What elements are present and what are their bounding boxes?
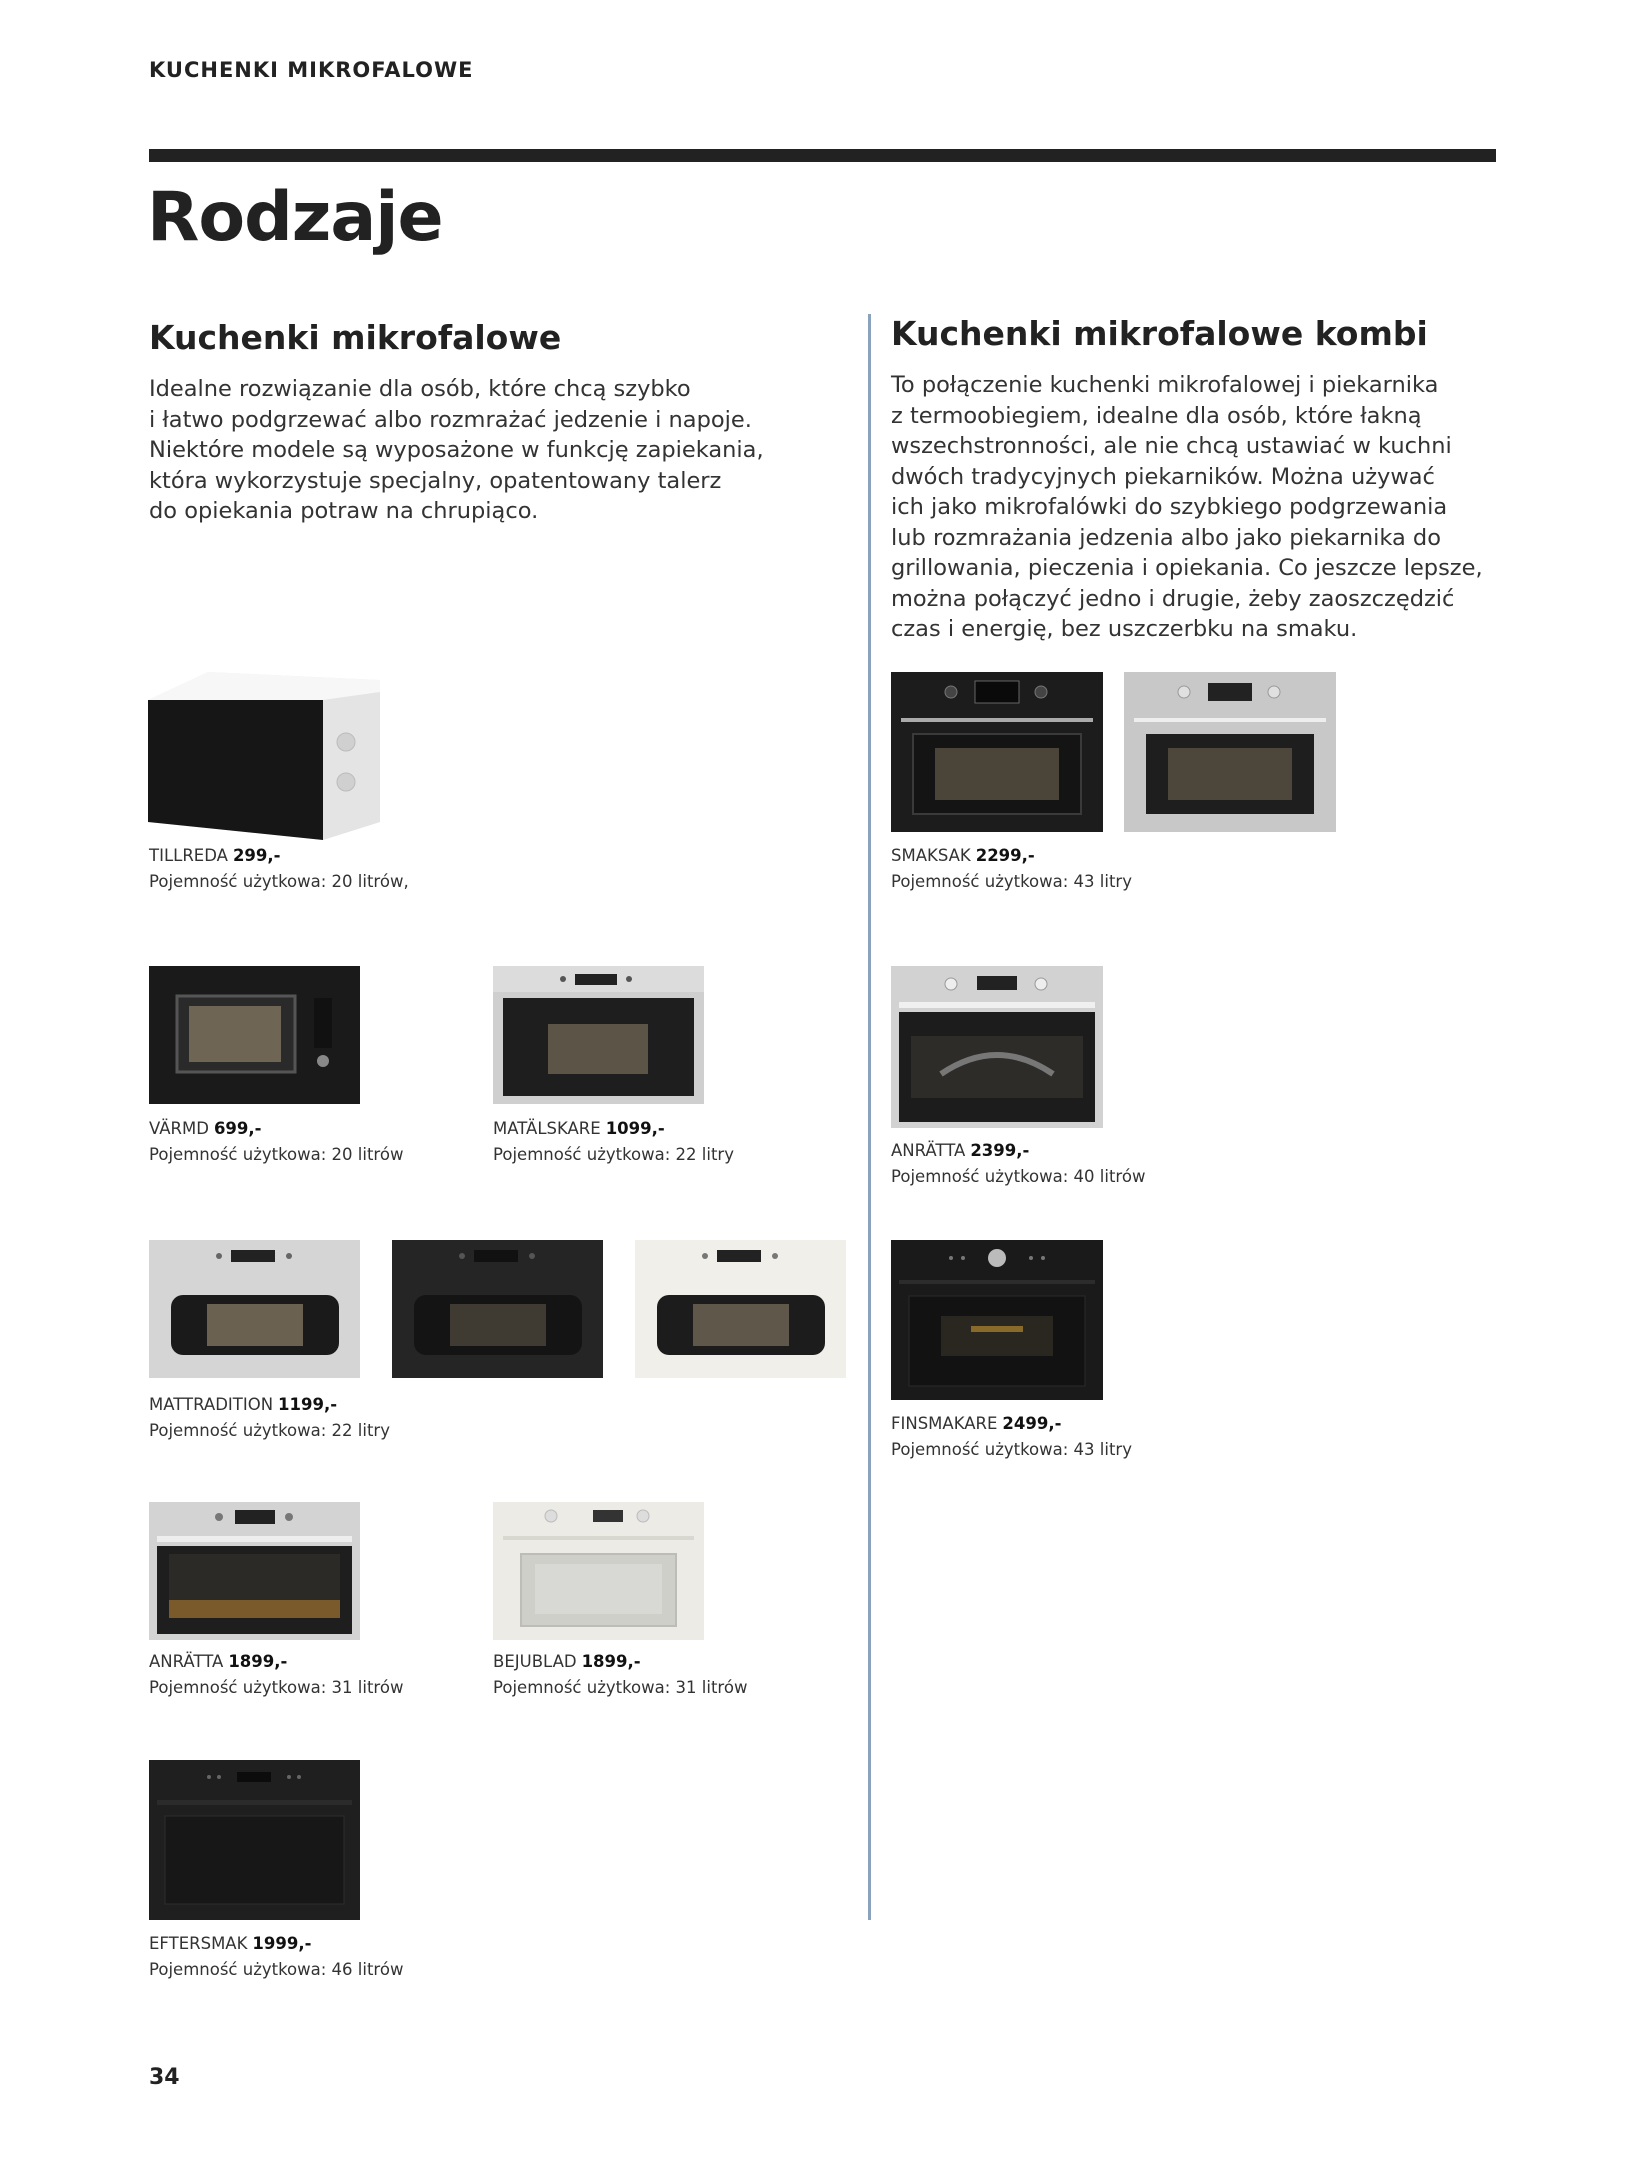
product-varmd[interactable] (149, 1119, 403, 1164)
product-capacity: Pojemność użytkowa: 46 litrów (149, 1960, 404, 1979)
anratta-microwave-image (149, 1502, 360, 1640)
product-price: 699,- (213, 1119, 262, 1138)
right-column-title: Kuchenki mikrofalowe kombi (891, 314, 1428, 353)
product-anratta-40[interactable] (891, 1141, 1145, 1186)
product-name: VÄRMD (149, 1119, 209, 1138)
smaksak-stainless-image (1124, 672, 1336, 832)
product-smaksak[interactable] (891, 846, 1132, 891)
mattradition-black-image (392, 1240, 603, 1378)
product-matalskare[interactable] (493, 1119, 734, 1164)
product-price: 1899,- (581, 1652, 641, 1671)
product-capacity: Pojemność użytkowa: 20 litrów (149, 1145, 404, 1164)
page-title: Rodzaje (147, 178, 443, 257)
top-rule (149, 149, 1496, 162)
mattradition-white-image (635, 1240, 846, 1378)
mattradition-stainless-image (149, 1240, 360, 1378)
product-name: ANRÄTTA (149, 1652, 224, 1671)
product-name: FINSMAKARE (891, 1414, 998, 1433)
product-price: 1099,- (605, 1119, 665, 1138)
anratta-combi-image (891, 966, 1103, 1128)
product-price: 2499,- (1002, 1414, 1062, 1433)
product-capacity: Pojemność użytkowa: 22 litry (493, 1145, 734, 1164)
product-price: 1999,- (252, 1934, 312, 1953)
product-price: 1199,- (278, 1395, 338, 1414)
product-capacity: Pojemność użytkowa: 31 litrów (493, 1678, 748, 1697)
tillreda-microwave-image (148, 672, 380, 840)
varmd-microwave-image (149, 966, 360, 1104)
product-anratta-31[interactable] (149, 1652, 403, 1697)
product-capacity: Pojemność użytkowa: 31 litrów (149, 1678, 404, 1697)
product-name: ANRÄTTA (891, 1141, 966, 1160)
product-eftersmak[interactable] (149, 1934, 403, 1979)
finsmakare-combi-image (891, 1240, 1103, 1400)
product-price: 1899,- (228, 1652, 288, 1671)
product-capacity: Pojemność użytkowa: 43 litry (891, 1440, 1132, 1459)
matalskare-microwave-image (493, 966, 704, 1104)
product-price: 299,- (232, 846, 281, 865)
product-mattradition[interactable] (149, 1395, 390, 1440)
product-price: 2299,- (975, 846, 1035, 865)
product-finsmakare[interactable] (891, 1414, 1132, 1459)
bejublad-microwave-image (493, 1502, 704, 1640)
product-capacity: Pojemność użytkowa: 43 litry (891, 872, 1132, 891)
product-price: 2399,- (970, 1141, 1030, 1160)
smaksak-black-image (891, 672, 1103, 832)
right-column-description: To połączenie kuchenki mikrofalowej i piekarnika z termoobiegiem, idealne dla osób, które łakną wszechstronności, ale nie chcą ustawiać w kuchni dwóch tradycyjnych piekarników. Można używać ich jako mikrofalówki do szybkiego podgrzewania lub rozmrażania jedzenia albo jako piekarnika do grillowania, pieczenia i opiekania. Co jeszcze lepsze, można połączyć jedno i drugie, żeby zaoszczędzić czas i energię, bez uszczerbku na smaku. (891, 372, 1483, 642)
product-name: MATÄLSKARE (493, 1119, 601, 1138)
product-name: MATTRADITION (149, 1395, 274, 1414)
eftersmak-microwave-image (149, 1760, 360, 1920)
product-tillreda[interactable] (149, 846, 409, 891)
left-column-title: Kuchenki mikrofalowe (149, 318, 562, 357)
product-capacity: Pojemność użytkowa: 40 litrów (891, 1167, 1146, 1186)
left-column-description: Idealne rozwiązanie dla osób, które chcą szybko i łatwo podgrzewać albo rozmrażać jedzenie i napoje. Niektóre modele są wyposażone w funkcję zapiekania, która wykorzystuje specjalny, opatentowany talerz do opiekania potraw na chrupiąco. (149, 376, 764, 524)
product-capacity: Pojemność użytkowa: 22 litry (149, 1421, 390, 1440)
product-name: SMAKSAK (891, 846, 971, 865)
product-name: BEJUBLAD (493, 1652, 577, 1671)
column-divider (868, 314, 871, 1920)
product-name: EFTERSMAK (149, 1934, 248, 1953)
product-bejublad[interactable] (493, 1652, 747, 1697)
product-capacity: Pojemność użytkowa: 20 litrów, (149, 872, 409, 891)
page-number: 34 (149, 2065, 180, 2090)
section-label: KUCHENKI MIKROFALOWE (149, 58, 474, 82)
product-name: TILLREDA (149, 846, 228, 865)
